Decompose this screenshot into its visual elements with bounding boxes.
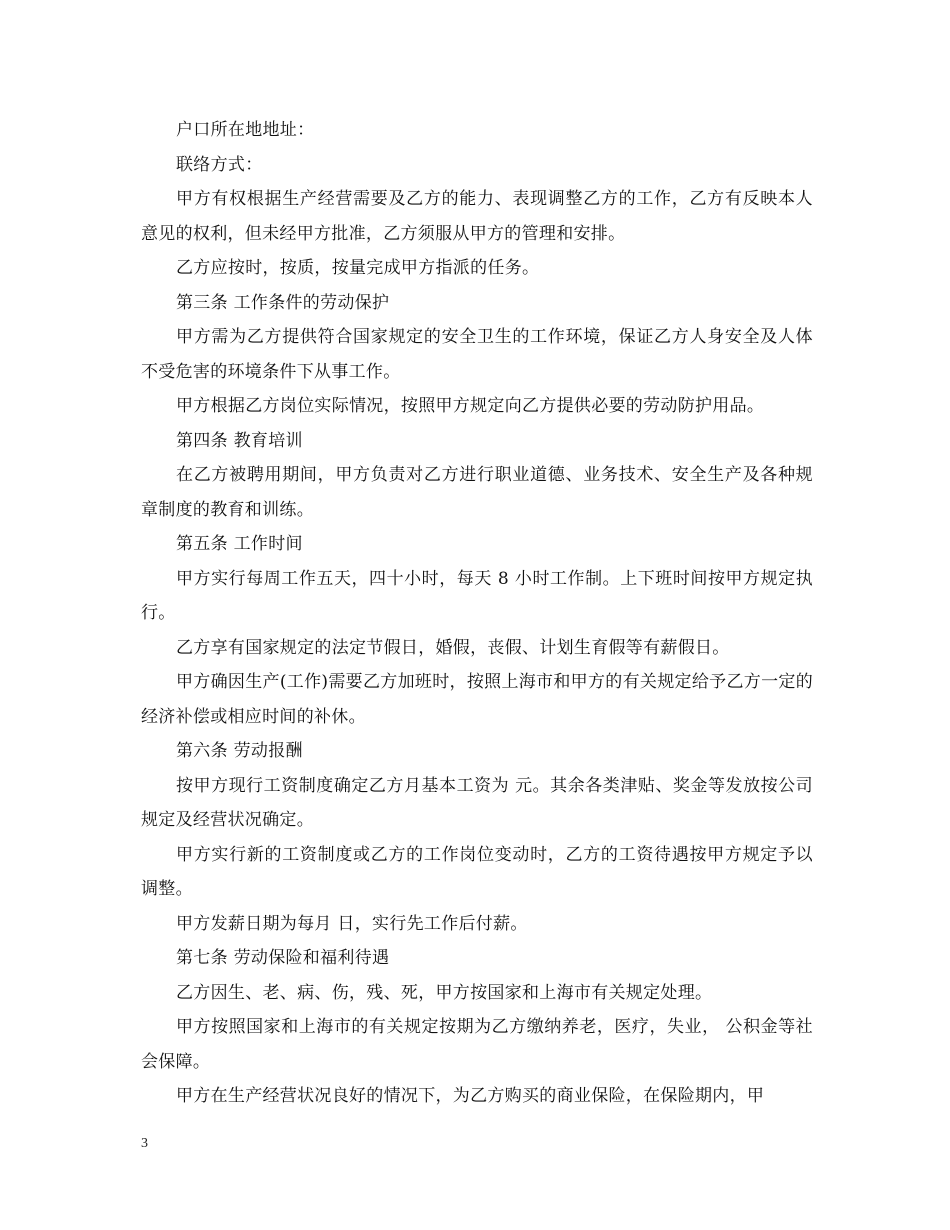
paragraph: 乙方因生、老、病、伤，残、死，甲方按国家和上海市有关规定处理。	[176, 982, 713, 1003]
paragraph: 甲方需为乙方提供符合国家规定的安全卫生的工作环境，保证乙方人身安全及人体不受危害的环境条件下从事工作。	[141, 327, 813, 382]
section-heading: 第七条 劳动保险和福利待遇	[176, 948, 390, 968]
paragraph: 甲方有权根据生产经营需要及乙方的能力、表现调整乙方的工作，乙方有反映本人意见的权利，但未经甲方批准，乙方须服从甲方的管理和安排。	[141, 189, 813, 244]
page-number: 3	[141, 1136, 148, 1151]
section-heading: 第四条 教育培训	[176, 430, 303, 451]
paragraph: 甲方实行每周工作五天，四十小时，每天 8 小时工作制。上下班时间按甲方规定执行。	[141, 568, 813, 623]
paragraph: 在乙方被聘用期间，甲方负责对乙方进行职业道德、业务技术、安全生产及各种规章制度的教育和训练。	[141, 465, 813, 520]
paragraph: 按甲方现行工资制度确定乙方月基本工资为 元。其余各类津贴、奖金等发放按公司规定及经营状况确定。	[141, 775, 813, 830]
paragraph: 户口所在地地址：	[176, 120, 315, 140]
paragraph: 甲方按照国家和上海市的有关规定按期为乙方缴纳养老，医疗，失业， 公积金等社会保障。	[141, 1017, 813, 1072]
paragraph: 联络方式：	[176, 154, 263, 175]
paragraph: 甲方根据乙方岗位实际情况，按照甲方规定向乙方提供必要的劳动防护用品。	[176, 396, 765, 416]
section-heading: 第三条 工作条件的劳动保护	[176, 292, 390, 313]
section-heading: 第五条 工作时间	[176, 534, 303, 554]
paragraph: 乙方应按时，按质，按量完成甲方指派的任务。	[176, 258, 540, 278]
document-body	[141, 113, 813, 1114]
paragraph: 甲方确因生产(工作)需要乙方加班时，按照上海市和甲方的有关规定给予乙方一定的经济补偿或相应时间的补休。	[141, 672, 813, 727]
paragraph: 甲方发薪日期为每月 日，实行先工作后付薪。	[176, 913, 528, 934]
paragraph: 甲方实行新的工资制度或乙方的工作岗位变动时，乙方的工资待遇按甲方规定予以调整。	[141, 844, 813, 899]
paragraph: 乙方享有国家规定的法定节假日，婚假，丧假、计划生育假等有薪假日。	[176, 637, 730, 658]
paragraph: 甲方在生产经营状况良好的情况下，为乙方购买的商业保险，在保险期内，甲	[176, 1086, 765, 1106]
section-heading: 第六条 劳动报酬	[176, 741, 303, 761]
